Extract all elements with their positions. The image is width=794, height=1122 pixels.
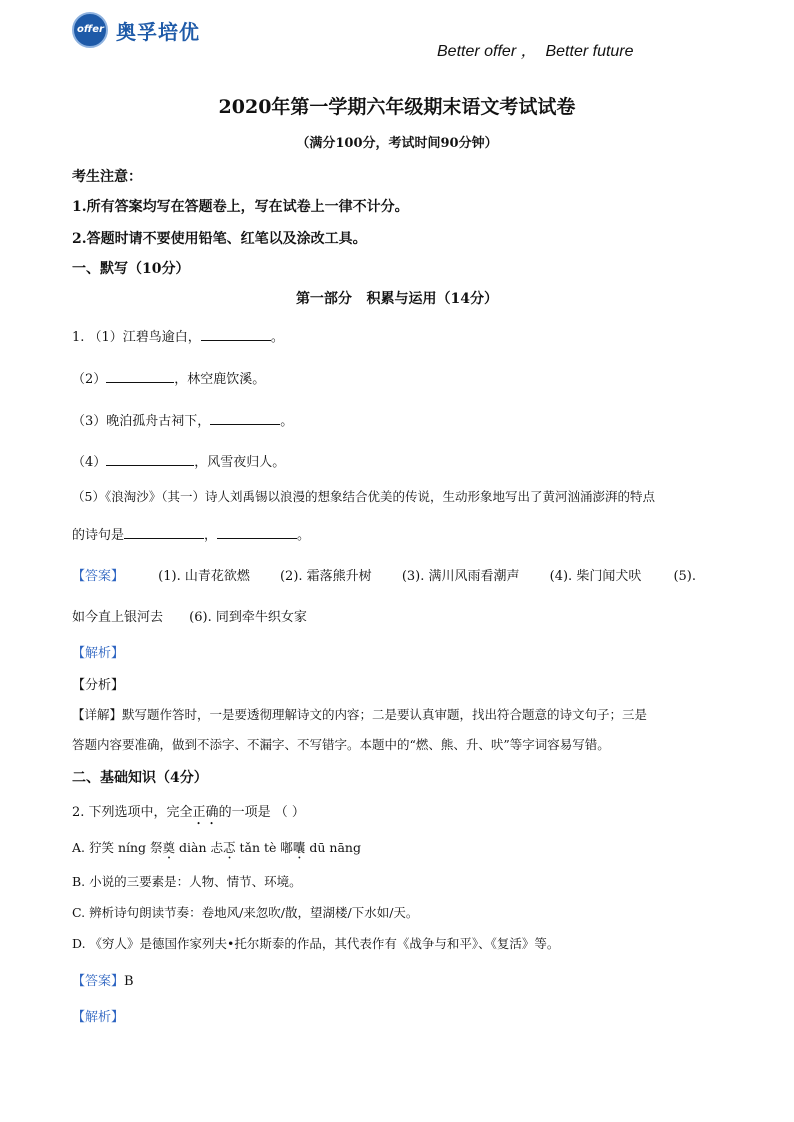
- header-slogan: Better offer ， Better future: [437, 43, 634, 60]
- analysis-label: 【解析】: [72, 646, 125, 661]
- notice-item-1: 1.所有答案均写在答题卷上，写在试卷上一律不计分。: [72, 199, 409, 215]
- q1-line-4: （4） ，风雪夜归人。: [72, 451, 285, 470]
- logo-badge-icon: offer: [72, 12, 108, 48]
- answer-label: 【答案】: [72, 569, 125, 584]
- q2-option-d[interactable]: D. 《穷人》是德国作家列夫•托尔斯泰的作品，其代表作有《战争与和平》、《复活》等。: [72, 936, 560, 951]
- q1-line-2: （2） ，林空鹿饮溪。: [72, 368, 265, 387]
- q2-option-a[interactable]: A. 狞笑 níng 祭奠 diàn 忐忑 tǎn tè 嘟囔 dū nāng: [72, 840, 361, 855]
- section-1-heading: 一、默写（10分）: [72, 261, 190, 277]
- q1-line-5: （5）《浪淘沙》（其一）诗人刘禹锡以浪漫的想象结合优美的传说，生动形象地写出了黄河汹涌澎湃的特点: [72, 489, 655, 504]
- q2-option-b[interactable]: B. 小说的三要素是：人物、情节、环境。: [72, 874, 302, 889]
- answer-1-line-2: 如今直上银河去 (6). 同到牵牛织女家: [72, 610, 307, 625]
- q1-blank-2[interactable]: [106, 369, 174, 383]
- exam-title: 2020年第一学期六年级期末语文考试试卷: [218, 96, 576, 118]
- notice-item-2: 2.答题时请不要使用铅笔、红笔以及涂改工具。: [72, 231, 367, 247]
- q1-blank-6[interactable]: [217, 525, 297, 539]
- q1-blank-3[interactable]: [210, 411, 280, 425]
- notice-heading: 考生注意：: [72, 169, 142, 185]
- section-2-heading: 二、基础知识（4分）: [72, 770, 208, 786]
- q1-blank-4[interactable]: [106, 452, 194, 466]
- q1-blank-5[interactable]: [124, 525, 204, 539]
- logo-text: 奥孚培优: [116, 20, 200, 44]
- exam-subtitle: （满分100分，考试时间90分钟）: [296, 136, 498, 151]
- fenxi-label: 【分析】: [72, 678, 125, 693]
- q2-option-c[interactable]: C. 辨析诗句朗读节奏：卷地风/来忽吹/散，望湖楼/下水如/天。: [72, 905, 419, 920]
- detail-line-1: 【详解】默写题作答时，一是要透彻理解诗文的内容；二是要认真审题，找出符合题意的诗文句子；三是: [72, 707, 648, 722]
- analysis-2-label: 【解析】: [72, 1010, 125, 1025]
- part-1-heading: 第一部分 积累与运用（14分）: [295, 291, 499, 307]
- q1-line-1: 1. （1）江碧鸟逾白， 。: [72, 326, 284, 345]
- q2-stem: 2. 下列选项中，完全正确的一项是 （ ）: [72, 805, 305, 820]
- q1-line-3: （3）晚泊孤舟古祠下， 。: [72, 410, 293, 429]
- brand-logo: [72, 12, 222, 52]
- answer-1-line-1: 【答案】 (1). 山青花欲燃 (2). 霜落熊升树 (3). 满川风雨看潮声 (4). 柴门闻犬吠 (5).: [72, 569, 697, 584]
- q1-blank-1[interactable]: [201, 327, 271, 341]
- answer-2: 【答案】B: [72, 974, 134, 989]
- detail-line-2: 答题内容要准确，做到不添字、不漏字、不写错字。本题中的“燃、熊、升、吠”等字词容易写错。: [72, 737, 610, 752]
- q1-line-6: 的诗句是 ， 。: [72, 524, 310, 543]
